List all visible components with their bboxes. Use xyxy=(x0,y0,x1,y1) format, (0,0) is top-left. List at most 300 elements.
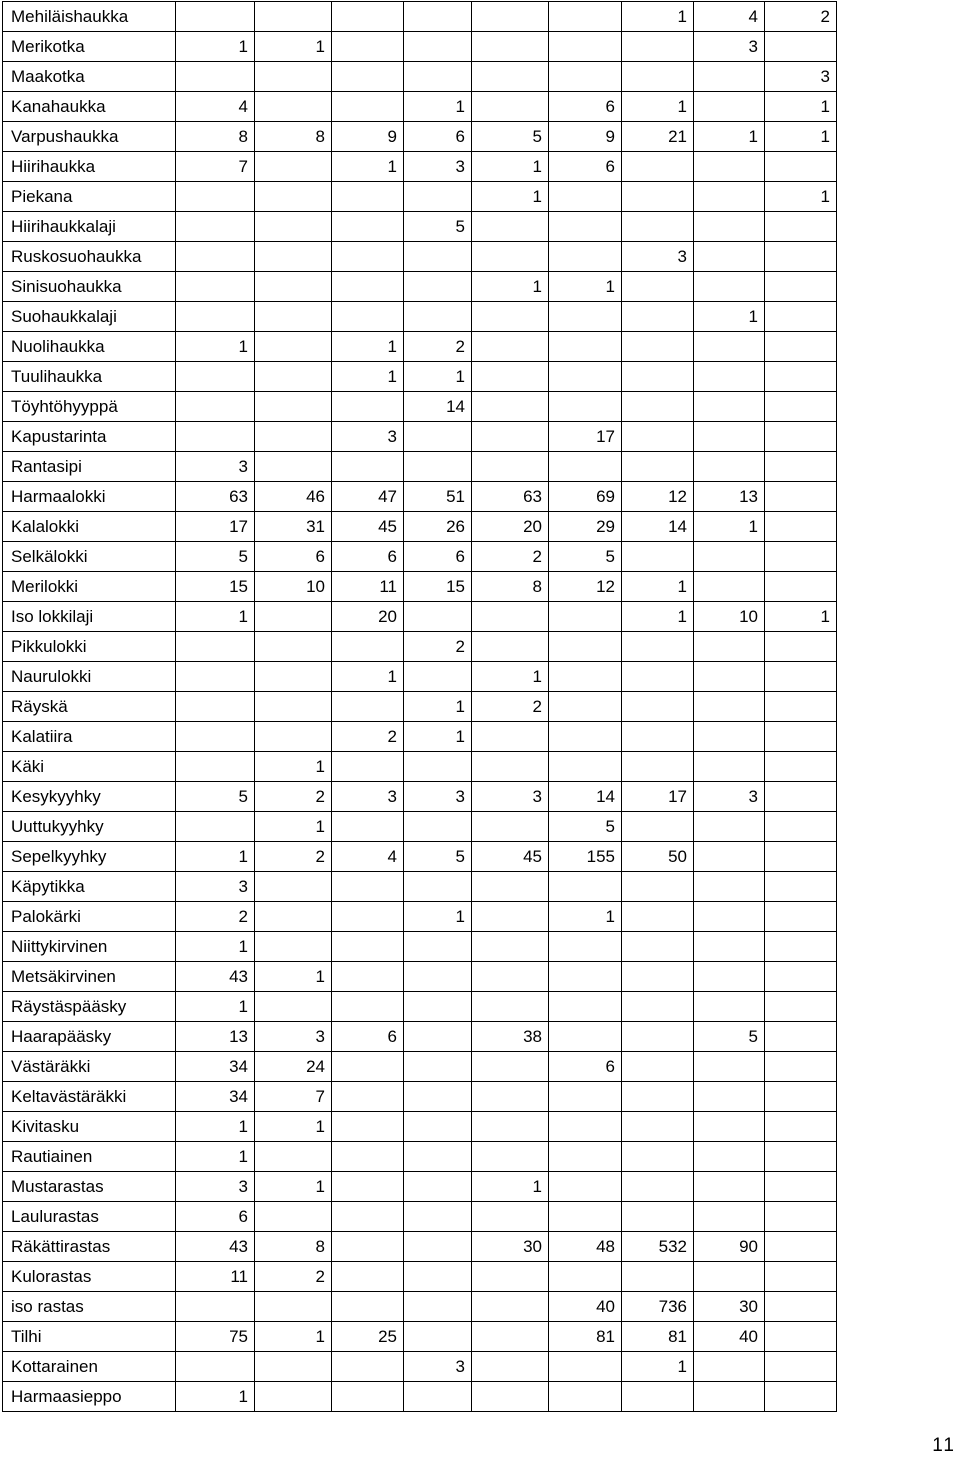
count-cell: 2 xyxy=(472,542,549,572)
count-cell xyxy=(176,392,255,422)
table-row xyxy=(3,542,837,572)
count-cell: 6 xyxy=(176,1202,255,1232)
species-name-cell: Kottarainen xyxy=(3,1352,176,1382)
count-cell xyxy=(622,722,694,752)
species-name-cell: Käpytikka xyxy=(3,872,176,902)
count-cell xyxy=(332,32,404,62)
count-cell xyxy=(176,272,255,302)
table-row xyxy=(3,62,837,92)
count-cell xyxy=(622,1142,694,1172)
count-cell xyxy=(549,242,622,272)
count-cell xyxy=(622,692,694,722)
count-cell xyxy=(549,932,622,962)
count-cell: 14 xyxy=(549,782,622,812)
table-row xyxy=(3,242,837,272)
species-name-cell: Palokärki xyxy=(3,902,176,932)
count-cell xyxy=(622,1262,694,1292)
table-row xyxy=(3,602,837,632)
count-cell xyxy=(549,1352,622,1382)
count-cell xyxy=(694,1382,765,1412)
count-cell xyxy=(472,32,549,62)
species-name-cell: Hiirihaukka xyxy=(3,152,176,182)
count-cell xyxy=(549,662,622,692)
count-cell xyxy=(255,662,332,692)
count-cell xyxy=(549,1382,622,1412)
count-cell: 75 xyxy=(176,1322,255,1352)
count-cell: 17 xyxy=(176,512,255,542)
count-cell: 15 xyxy=(404,572,472,602)
count-cell xyxy=(255,692,332,722)
count-cell xyxy=(255,902,332,932)
count-cell xyxy=(332,1082,404,1112)
count-cell xyxy=(472,2,549,32)
count-cell xyxy=(694,1052,765,1082)
count-cell xyxy=(404,1112,472,1142)
count-cell: 1 xyxy=(765,122,837,152)
count-cell xyxy=(765,662,837,692)
count-cell xyxy=(472,62,549,92)
count-cell xyxy=(472,962,549,992)
species-name-cell: Harmaasieppo xyxy=(3,1382,176,1412)
count-cell xyxy=(176,212,255,242)
count-cell xyxy=(404,1142,472,1172)
count-cell: 20 xyxy=(332,602,404,632)
count-cell xyxy=(472,752,549,782)
species-name-cell: Haarapääsky xyxy=(3,1022,176,1052)
count-cell xyxy=(255,212,332,242)
count-cell: 1 xyxy=(404,92,472,122)
count-cell xyxy=(255,1142,332,1172)
table-row xyxy=(3,1142,837,1172)
count-cell: 1 xyxy=(404,902,472,932)
species-name-cell: Pikkulokki xyxy=(3,632,176,662)
count-cell: 30 xyxy=(694,1292,765,1322)
species-name-cell: Uuttukyyhky xyxy=(3,812,176,842)
count-cell xyxy=(255,1202,332,1232)
count-cell xyxy=(404,272,472,302)
count-cell: 1 xyxy=(622,1352,694,1382)
count-cell: 1 xyxy=(622,602,694,632)
count-cell xyxy=(765,452,837,482)
table-row xyxy=(3,842,837,872)
count-cell xyxy=(694,542,765,572)
count-cell xyxy=(694,452,765,482)
table-row xyxy=(3,212,837,242)
count-cell: 25 xyxy=(332,1322,404,1352)
count-cell xyxy=(176,662,255,692)
table-row xyxy=(3,272,837,302)
species-name-cell: Merikotka xyxy=(3,32,176,62)
species-name-cell: Tilhi xyxy=(3,1322,176,1352)
count-cell xyxy=(549,1022,622,1052)
count-cell xyxy=(622,1052,694,1082)
count-cell xyxy=(549,632,622,662)
count-cell xyxy=(765,1322,837,1352)
count-cell xyxy=(255,992,332,1022)
count-cell xyxy=(765,932,837,962)
count-cell xyxy=(622,752,694,782)
count-cell: 2 xyxy=(176,902,255,932)
count-cell xyxy=(694,572,765,602)
count-cell xyxy=(472,992,549,1022)
species-name-cell: Nuolihaukka xyxy=(3,332,176,362)
count-cell xyxy=(549,1262,622,1292)
count-cell: 45 xyxy=(472,842,549,872)
count-cell xyxy=(332,752,404,782)
count-cell xyxy=(332,812,404,842)
count-cell xyxy=(549,722,622,752)
count-cell xyxy=(765,332,837,362)
table-row xyxy=(3,632,837,662)
count-cell xyxy=(694,272,765,302)
count-cell: 1 xyxy=(472,182,549,212)
count-cell xyxy=(549,992,622,1022)
count-cell: 45 xyxy=(332,512,404,542)
count-cell: 29 xyxy=(549,512,622,542)
count-cell xyxy=(549,602,622,632)
count-cell xyxy=(176,1292,255,1322)
count-cell xyxy=(332,902,404,932)
count-cell: 736 xyxy=(622,1292,694,1322)
count-cell xyxy=(472,422,549,452)
count-cell xyxy=(404,932,472,962)
count-cell xyxy=(765,962,837,992)
count-cell xyxy=(765,1052,837,1082)
count-cell xyxy=(622,32,694,62)
count-cell xyxy=(549,212,622,242)
count-cell xyxy=(765,1172,837,1202)
count-cell xyxy=(176,812,255,842)
species-name-cell: Kesykyyhky xyxy=(3,782,176,812)
count-cell xyxy=(765,722,837,752)
count-cell: 63 xyxy=(176,482,255,512)
count-cell xyxy=(472,722,549,752)
count-cell xyxy=(765,212,837,242)
count-cell xyxy=(176,242,255,272)
species-name-cell: Töyhtöhyyppä xyxy=(3,392,176,422)
count-cell: 6 xyxy=(549,152,622,182)
count-cell xyxy=(549,1082,622,1112)
count-cell: 14 xyxy=(622,512,694,542)
table-row xyxy=(3,1322,837,1352)
count-cell xyxy=(694,212,765,242)
count-cell xyxy=(694,1142,765,1172)
count-cell xyxy=(694,362,765,392)
species-name-cell: Naurulokki xyxy=(3,662,176,692)
count-cell: 4 xyxy=(332,842,404,872)
count-cell xyxy=(549,1142,622,1172)
table-row xyxy=(3,182,837,212)
count-cell xyxy=(765,1112,837,1142)
count-cell: 6 xyxy=(404,542,472,572)
count-cell xyxy=(694,332,765,362)
count-cell: 12 xyxy=(549,572,622,602)
table-row xyxy=(3,2,837,32)
count-cell xyxy=(255,2,332,32)
count-cell: 6 xyxy=(255,542,332,572)
count-cell: 532 xyxy=(622,1232,694,1262)
count-cell xyxy=(622,902,694,932)
species-name-cell: Merilokki xyxy=(3,572,176,602)
count-cell: 1 xyxy=(255,1172,332,1202)
count-cell xyxy=(332,872,404,902)
count-cell xyxy=(622,392,694,422)
count-cell: 3 xyxy=(332,422,404,452)
count-cell xyxy=(332,1142,404,1172)
count-cell xyxy=(332,1232,404,1262)
table-row xyxy=(3,332,837,362)
count-cell: 2 xyxy=(765,2,837,32)
species-name-cell: Varpushaukka xyxy=(3,122,176,152)
count-cell xyxy=(622,272,694,302)
species-name-cell: Västäräkki xyxy=(3,1052,176,1082)
table-row xyxy=(3,1382,837,1412)
species-name-cell: Iso lokkilaji xyxy=(3,602,176,632)
count-cell xyxy=(694,752,765,782)
species-name-cell: Räkättirastas xyxy=(3,1232,176,1262)
count-cell xyxy=(404,242,472,272)
species-name-cell: Sinisuohaukka xyxy=(3,272,176,302)
table-row xyxy=(3,1262,837,1292)
count-cell: 69 xyxy=(549,482,622,512)
count-cell xyxy=(332,1382,404,1412)
count-cell xyxy=(694,1172,765,1202)
count-cell xyxy=(765,542,837,572)
count-cell: 5 xyxy=(176,782,255,812)
count-cell: 31 xyxy=(255,512,332,542)
table-row xyxy=(3,482,837,512)
count-cell xyxy=(694,62,765,92)
count-cell xyxy=(694,692,765,722)
count-cell xyxy=(549,362,622,392)
count-cell xyxy=(404,602,472,632)
table-row xyxy=(3,1352,837,1382)
count-cell: 3 xyxy=(332,782,404,812)
count-cell xyxy=(472,452,549,482)
count-cell xyxy=(622,662,694,692)
count-cell xyxy=(549,2,622,32)
count-cell xyxy=(694,182,765,212)
count-cell: 7 xyxy=(255,1082,332,1112)
count-cell xyxy=(255,302,332,332)
species-name-cell: Räyskä xyxy=(3,692,176,722)
count-cell xyxy=(404,2,472,32)
species-name-cell: Mustarastas xyxy=(3,1172,176,1202)
count-cell: 1 xyxy=(765,92,837,122)
count-cell xyxy=(332,392,404,422)
count-cell: 1 xyxy=(176,332,255,362)
count-cell xyxy=(694,1202,765,1232)
count-cell xyxy=(549,692,622,722)
count-cell xyxy=(332,692,404,722)
count-cell xyxy=(255,422,332,452)
count-cell xyxy=(332,272,404,302)
count-cell: 1 xyxy=(255,1112,332,1142)
count-cell: 1 xyxy=(176,1142,255,1172)
count-cell xyxy=(765,302,837,332)
count-cell xyxy=(255,182,332,212)
count-cell xyxy=(622,1082,694,1112)
count-cell: 1 xyxy=(694,122,765,152)
table-row xyxy=(3,92,837,122)
count-cell: 1 xyxy=(622,92,694,122)
count-cell xyxy=(765,632,837,662)
count-cell: 6 xyxy=(549,1052,622,1082)
count-cell xyxy=(332,1202,404,1232)
count-cell xyxy=(176,422,255,452)
count-cell: 1 xyxy=(176,1382,255,1412)
count-cell: 5 xyxy=(472,122,549,152)
species-name-cell: Rautiainen xyxy=(3,1142,176,1172)
species-name-cell: Sepelkyyhky xyxy=(3,842,176,872)
count-cell: 1 xyxy=(765,602,837,632)
species-name-cell: Kalalokki xyxy=(3,512,176,542)
count-cell: 13 xyxy=(694,482,765,512)
count-cell: 3 xyxy=(765,62,837,92)
count-cell xyxy=(549,872,622,902)
count-cell xyxy=(694,992,765,1022)
count-cell xyxy=(549,332,622,362)
count-cell xyxy=(765,1022,837,1052)
species-name-cell: Kulorastas xyxy=(3,1262,176,1292)
count-cell xyxy=(765,1232,837,1262)
count-cell xyxy=(549,452,622,482)
bird-count-table xyxy=(2,1,837,1412)
count-cell xyxy=(332,962,404,992)
count-cell: 48 xyxy=(549,1232,622,1262)
species-name-cell: Kivitasku xyxy=(3,1112,176,1142)
table-row xyxy=(3,662,837,692)
count-cell xyxy=(694,842,765,872)
count-cell xyxy=(622,962,694,992)
count-cell: 3 xyxy=(404,1352,472,1382)
count-cell xyxy=(332,1052,404,1082)
count-cell xyxy=(694,902,765,932)
count-cell xyxy=(404,662,472,692)
count-cell: 6 xyxy=(549,92,622,122)
count-cell xyxy=(332,2,404,32)
count-cell xyxy=(255,92,332,122)
count-cell xyxy=(176,692,255,722)
count-cell xyxy=(332,302,404,332)
species-name-cell: Kalatiira xyxy=(3,722,176,752)
count-cell xyxy=(765,782,837,812)
count-cell: 1 xyxy=(332,362,404,392)
count-cell xyxy=(472,1292,549,1322)
count-cell xyxy=(332,1262,404,1292)
count-cell: 46 xyxy=(255,482,332,512)
count-cell: 1 xyxy=(622,2,694,32)
count-cell xyxy=(472,1052,549,1082)
count-cell xyxy=(404,1022,472,1052)
count-cell xyxy=(255,632,332,662)
count-cell xyxy=(404,1382,472,1412)
count-cell: 3 xyxy=(176,1172,255,1202)
count-cell xyxy=(765,1292,837,1322)
count-cell xyxy=(765,272,837,302)
count-cell xyxy=(765,842,837,872)
count-cell xyxy=(622,1172,694,1202)
count-cell: 1 xyxy=(176,1112,255,1142)
count-cell xyxy=(404,1322,472,1352)
count-cell xyxy=(404,1172,472,1202)
count-cell xyxy=(255,62,332,92)
count-cell xyxy=(765,902,837,932)
count-cell xyxy=(472,872,549,902)
species-name-cell: Suohaukkalaji xyxy=(3,302,176,332)
count-cell xyxy=(176,1352,255,1382)
count-cell xyxy=(472,1322,549,1352)
count-cell xyxy=(472,902,549,932)
species-name-cell: Metsäkirvinen xyxy=(3,962,176,992)
table-row xyxy=(3,512,837,542)
species-name-cell: Selkälokki xyxy=(3,542,176,572)
count-cell xyxy=(694,392,765,422)
count-cell: 1 xyxy=(176,992,255,1022)
count-cell: 155 xyxy=(549,842,622,872)
count-cell: 1 xyxy=(332,662,404,692)
count-cell xyxy=(472,1142,549,1172)
count-cell xyxy=(404,1052,472,1082)
count-cell xyxy=(332,452,404,482)
species-name-cell: Harmaalokki xyxy=(3,482,176,512)
count-cell xyxy=(255,602,332,632)
count-cell xyxy=(472,812,549,842)
count-cell xyxy=(694,422,765,452)
count-cell xyxy=(332,632,404,662)
table-row xyxy=(3,302,837,332)
count-cell: 2 xyxy=(255,782,332,812)
count-cell xyxy=(255,152,332,182)
count-cell: 1 xyxy=(176,602,255,632)
species-name-cell: Kapustarinta xyxy=(3,422,176,452)
count-cell: 17 xyxy=(622,782,694,812)
count-cell: 1 xyxy=(765,182,837,212)
count-cell: 11 xyxy=(332,572,404,602)
count-cell: 1 xyxy=(255,812,332,842)
count-cell xyxy=(176,302,255,332)
count-cell: 7 xyxy=(176,152,255,182)
count-cell: 2 xyxy=(404,632,472,662)
count-cell xyxy=(472,212,549,242)
count-cell: 15 xyxy=(176,572,255,602)
count-cell xyxy=(332,242,404,272)
count-cell: 51 xyxy=(404,482,472,512)
count-cell xyxy=(694,932,765,962)
count-cell xyxy=(404,992,472,1022)
count-cell xyxy=(622,932,694,962)
count-cell: 1 xyxy=(176,32,255,62)
count-cell: 1 xyxy=(176,842,255,872)
count-cell: 5 xyxy=(176,542,255,572)
count-cell: 14 xyxy=(404,392,472,422)
count-cell xyxy=(255,392,332,422)
count-cell xyxy=(332,992,404,1022)
count-cell: 2 xyxy=(404,332,472,362)
count-cell: 5 xyxy=(694,1022,765,1052)
count-cell: 1 xyxy=(622,572,694,602)
count-cell xyxy=(404,962,472,992)
count-cell: 1 xyxy=(472,662,549,692)
table-row xyxy=(3,752,837,782)
count-cell xyxy=(549,182,622,212)
table-row xyxy=(3,1082,837,1112)
count-cell xyxy=(255,1382,332,1412)
table-row xyxy=(3,1022,837,1052)
count-cell: 1 xyxy=(332,152,404,182)
count-cell xyxy=(622,542,694,572)
count-cell: 2 xyxy=(472,692,549,722)
